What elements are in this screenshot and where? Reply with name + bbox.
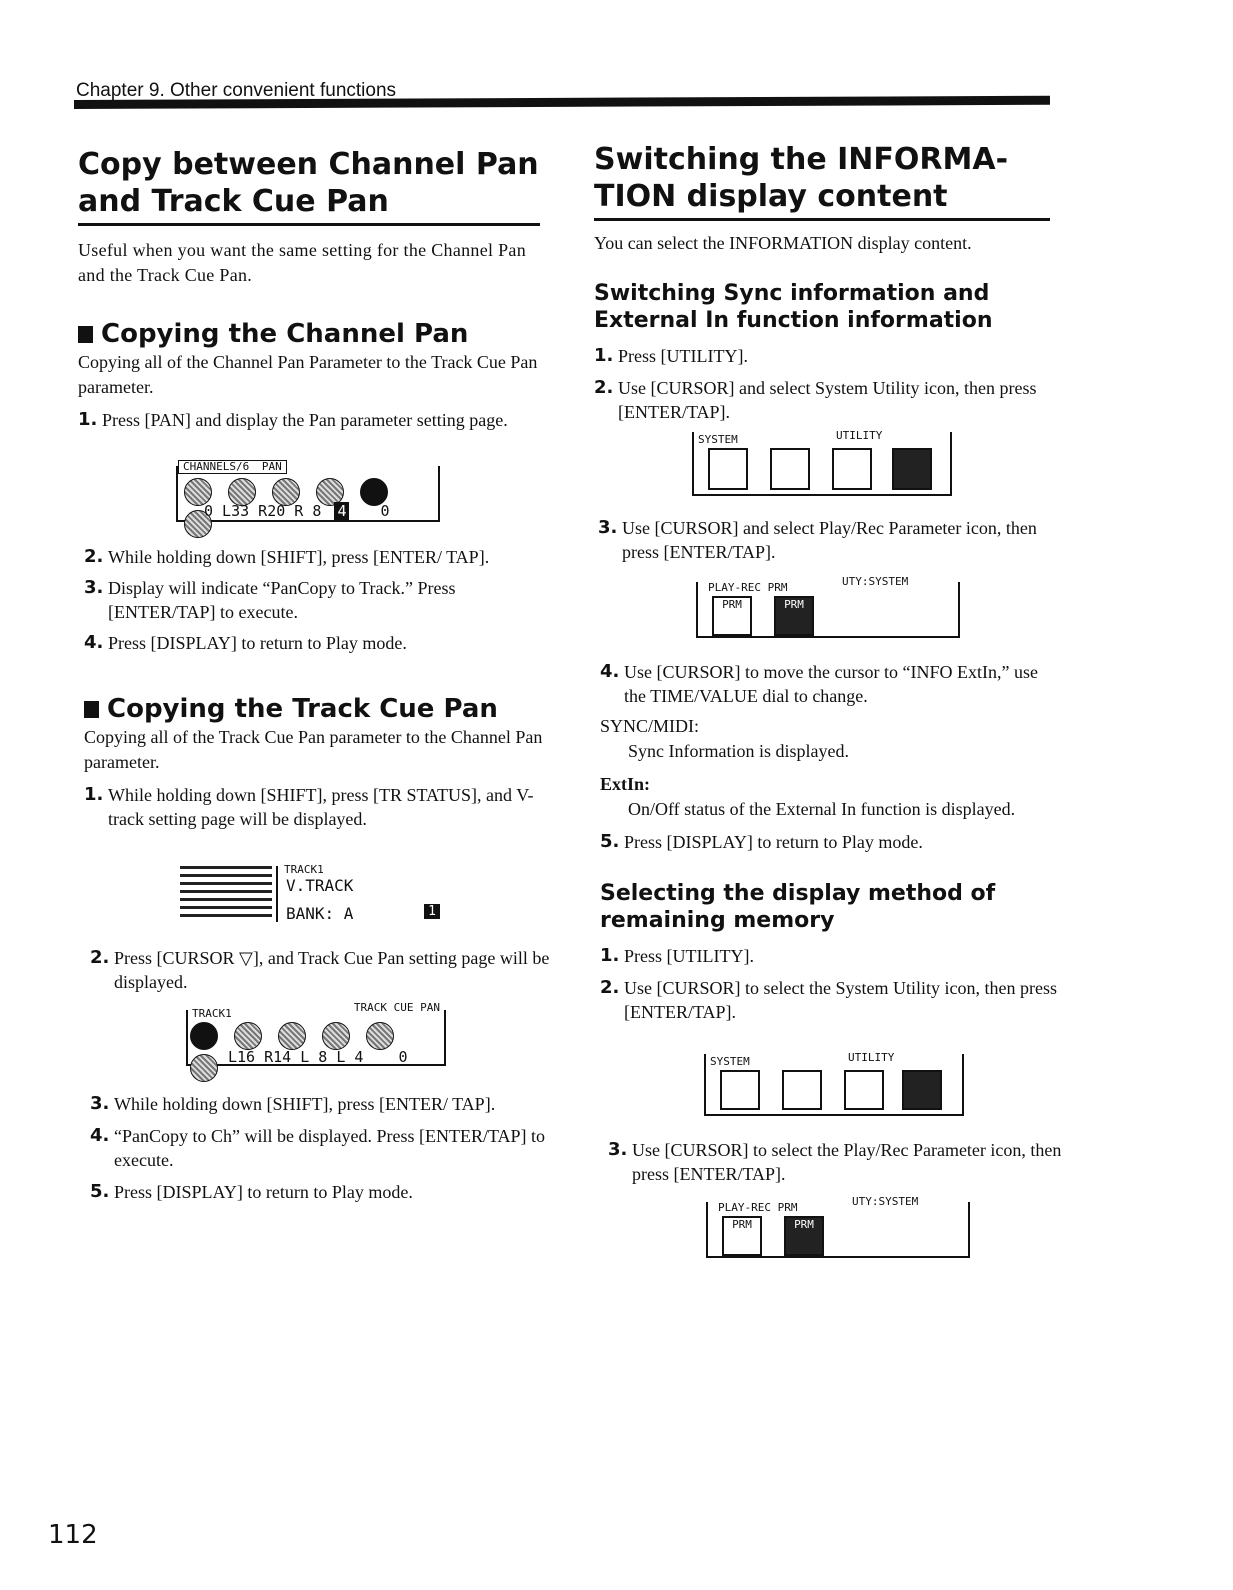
prm-icon bbox=[784, 1216, 824, 1256]
disk-icon bbox=[902, 1070, 942, 1110]
right-title-rule bbox=[594, 218, 1050, 221]
lcd-values bbox=[204, 502, 390, 520]
lcd-tab-label: PLAY-REC PRM bbox=[708, 581, 788, 594]
step-text: Use [CURSOR] to select the System Utility icon, then press [ENTER/TAP]. bbox=[624, 978, 1057, 1022]
left-steps-a bbox=[84, 545, 554, 831]
def-term: SYNC/MIDI: bbox=[600, 716, 700, 736]
lcd-values-text: L16 R14 L 8 L 4 bbox=[228, 1048, 364, 1066]
bullet-square-icon bbox=[84, 701, 99, 718]
lcd-system-utility bbox=[692, 429, 952, 496]
step-text: Display will indicate “PanCopy to Track.” Press [ENTER/TAP] to execute. bbox=[108, 578, 456, 622]
step-number: 2. bbox=[594, 377, 614, 398]
step bbox=[90, 1124, 556, 1172]
sec2-desc: Copying all of the Track Cue Pan parameter to the Channel Pan parameter. bbox=[84, 727, 543, 772]
step-number: 1. bbox=[84, 784, 104, 805]
sec-copy-channel-pan-heading bbox=[78, 318, 544, 350]
step-text: Press [DISPLAY] to return to Play mode. bbox=[108, 633, 407, 653]
lcd-tab bbox=[178, 460, 287, 474]
midi-icon bbox=[782, 1070, 822, 1110]
step-text: Use [CURSOR] to move the cursor to “INFO ExtIn,” use the TIME/VALUE dial to change. bbox=[624, 662, 1038, 706]
lcd-playrec-param bbox=[696, 575, 960, 638]
step-number: 3. bbox=[608, 1139, 628, 1160]
prm-icon bbox=[774, 596, 814, 636]
step-number: 5. bbox=[600, 831, 620, 852]
step bbox=[78, 408, 544, 432]
left-title-line2: and Track Cue Pan bbox=[78, 184, 389, 219]
step-number: 4. bbox=[84, 632, 104, 653]
chapter-header: Chapter 9. Other convenient functions bbox=[76, 80, 397, 101]
lcd-tab2-label: UTILITY bbox=[848, 1051, 895, 1064]
lcd-track-cue-pan bbox=[186, 1001, 446, 1066]
step-number: 1. bbox=[594, 345, 614, 366]
step bbox=[594, 344, 1054, 368]
sec-remaining-memory-heading bbox=[600, 880, 1062, 934]
midi-icon bbox=[770, 448, 810, 490]
knob-icon bbox=[234, 1022, 262, 1050]
knob-icon bbox=[278, 1022, 306, 1050]
step-text: Press [CURSOR ▽], and Track Cue Pan setting page will be displayed. bbox=[114, 948, 550, 992]
left-steps-c bbox=[90, 1092, 556, 1204]
system-icon bbox=[720, 1070, 760, 1110]
left-title bbox=[78, 146, 544, 220]
heading-text: Copying the Channel Pan bbox=[101, 319, 469, 349]
step-number: 2. bbox=[90, 947, 110, 968]
heading-line2: External In function information bbox=[594, 308, 993, 333]
lcd-system-utility-2 bbox=[704, 1051, 964, 1116]
knob-icon bbox=[322, 1022, 350, 1050]
step bbox=[598, 516, 1058, 564]
def-text: Sync Information is displayed. bbox=[628, 741, 849, 761]
lcd-vtrack bbox=[276, 863, 442, 923]
prm-icon-label: PRM bbox=[732, 1218, 752, 1231]
lcd-tab2-label: PAN bbox=[261, 460, 282, 473]
lcd-values bbox=[228, 1048, 408, 1066]
heading-line1: Selecting the display method of bbox=[600, 881, 996, 906]
knob-icon bbox=[366, 1022, 394, 1050]
step-text: Use [CURSOR] and select System Utility icon, then press [ENTER/TAP]. bbox=[618, 378, 1037, 422]
step-number: 1. bbox=[600, 945, 620, 966]
lcd-tab2-label: TRACK CUE PAN bbox=[353, 1001, 440, 1014]
right-column bbox=[594, 141, 1054, 424]
lcd-tab-label: SYSTEM bbox=[698, 433, 738, 446]
prm-icon-label: PRM bbox=[784, 598, 804, 611]
prm-icon-label: PRM bbox=[722, 598, 742, 611]
left-title-rule bbox=[78, 223, 540, 226]
step bbox=[594, 376, 1054, 424]
step bbox=[84, 545, 554, 569]
knob-icon bbox=[190, 1054, 218, 1082]
track-bank-grid bbox=[180, 866, 272, 922]
heading-line1: Switching Sync information and bbox=[594, 281, 990, 306]
lcd-values-text: 0 L33 R20 R 8 bbox=[204, 502, 322, 520]
step bbox=[600, 944, 1062, 968]
prm-icon bbox=[722, 1216, 762, 1256]
right-steps-a bbox=[598, 516, 1058, 564]
sec-sync-heading bbox=[594, 280, 1054, 334]
step-number: 2. bbox=[84, 546, 104, 567]
lcd-bank: 4 bbox=[334, 502, 349, 520]
lcd-tab2-label: UTY:SYSTEM bbox=[852, 1195, 919, 1208]
step-text: Press [DISPLAY] to return to Play mode. bbox=[114, 1182, 413, 1202]
step-number: 4. bbox=[600, 661, 620, 682]
lcd-line1: V.TRACK bbox=[286, 876, 354, 895]
memory-icon bbox=[844, 1070, 884, 1110]
step-text: Press [PAN] and display the Pan parameter setting page. bbox=[102, 410, 508, 430]
lcd-end: 0 bbox=[380, 502, 390, 520]
step-number: 4. bbox=[90, 1125, 110, 1146]
right-steps-c bbox=[608, 1138, 1070, 1186]
lcd-channel-pan bbox=[176, 460, 440, 522]
lcd-playrec-param-2 bbox=[706, 1195, 970, 1258]
def-term: ExtIn: bbox=[600, 774, 651, 794]
lcd-line2: BANK: A bbox=[286, 904, 354, 923]
step bbox=[90, 1092, 556, 1116]
step-text: While holding down [SHIFT], press [ENTER/ TAP]. bbox=[108, 547, 490, 567]
step-text: Press [UTILITY]. bbox=[624, 946, 754, 966]
bullet-square-icon bbox=[78, 326, 93, 343]
step bbox=[600, 830, 1062, 854]
sec1-desc: Copying all of the Channel Pan Parameter to the Track Cue Pan parameter. bbox=[78, 352, 538, 397]
right-steps-b bbox=[600, 660, 1062, 1024]
step-number: 2. bbox=[600, 977, 620, 998]
step-text: Use [CURSOR] and select Play/Rec Parameter icon, then press [ENTER/TAP]. bbox=[622, 518, 1037, 562]
step-number: 5. bbox=[90, 1181, 110, 1202]
step-text: Press [UTILITY]. bbox=[618, 346, 748, 366]
page-number: 112 bbox=[48, 1520, 98, 1550]
heading-text: Copying the Track Cue Pan bbox=[107, 694, 498, 724]
step bbox=[84, 576, 554, 624]
step bbox=[90, 1180, 556, 1204]
heading-line2: remaining memory bbox=[600, 908, 835, 933]
right-title bbox=[594, 141, 1054, 215]
step-number: 3. bbox=[598, 517, 618, 538]
step-text: While holding down [SHIFT], press [TR STATUS], and V-track setting page will be displayed. bbox=[108, 785, 534, 829]
prm-icon-label: PRM bbox=[794, 1218, 814, 1231]
step bbox=[84, 631, 554, 655]
step bbox=[84, 783, 554, 831]
step-number: 3. bbox=[90, 1093, 110, 1114]
step-text: “PanCopy to Ch” will be displayed. Press [ENTER/TAP] to execute. bbox=[114, 1126, 546, 1170]
system-icon bbox=[708, 448, 748, 490]
right-title-line1: Switching the INFORMA- bbox=[594, 142, 1009, 177]
memory-icon bbox=[832, 448, 872, 490]
prm-icon bbox=[712, 596, 752, 636]
disk-icon bbox=[892, 448, 932, 490]
def-text: On/Off status of the External In function is displayed. bbox=[628, 799, 1016, 819]
step bbox=[600, 660, 1062, 708]
lcd-tab-label: TRACK1 bbox=[192, 1007, 232, 1020]
step-number: 1. bbox=[78, 409, 98, 430]
sec-copy-track-cue-pan-heading bbox=[84, 693, 554, 725]
right-title-line2: TION display content bbox=[594, 179, 948, 214]
step-text: While holding down [SHIFT], press [ENTER/ TAP]. bbox=[114, 1094, 496, 1114]
lcd-end: 0 bbox=[398, 1048, 408, 1066]
lcd-tab2-label: UTILITY bbox=[836, 429, 883, 442]
lcd-tab-label: PLAY-REC PRM bbox=[718, 1201, 798, 1214]
left-title-line1: Copy between Channel Pan bbox=[78, 147, 539, 182]
step-text: Use [CURSOR] to select the Play/Rec Parameter icon, then press [ENTER/TAP]. bbox=[632, 1140, 1062, 1184]
step bbox=[90, 946, 556, 994]
left-intro: Useful when you want the same setting for the Channel Pan and the Track Cue Pan. bbox=[78, 240, 527, 285]
lcd-tab2-label: UTY:SYSTEM bbox=[842, 575, 909, 588]
left-column bbox=[78, 146, 544, 432]
lcd-bank: 1 bbox=[424, 904, 440, 919]
lcd-tab-label: SYSTEM bbox=[710, 1055, 750, 1068]
step-text: Press [DISPLAY] to return to Play mode. bbox=[624, 832, 923, 852]
knob-icon bbox=[190, 1022, 218, 1050]
left-steps-b bbox=[90, 946, 556, 994]
lcd-tab-label: CHANNELS/6 bbox=[183, 460, 250, 473]
step-number: 3. bbox=[84, 577, 104, 598]
lcd-tab-label: TRACK1 bbox=[284, 863, 324, 876]
step bbox=[608, 1138, 1070, 1186]
step bbox=[600, 976, 1062, 1024]
right-intro: You can select the INFORMATION display content. bbox=[594, 233, 972, 253]
